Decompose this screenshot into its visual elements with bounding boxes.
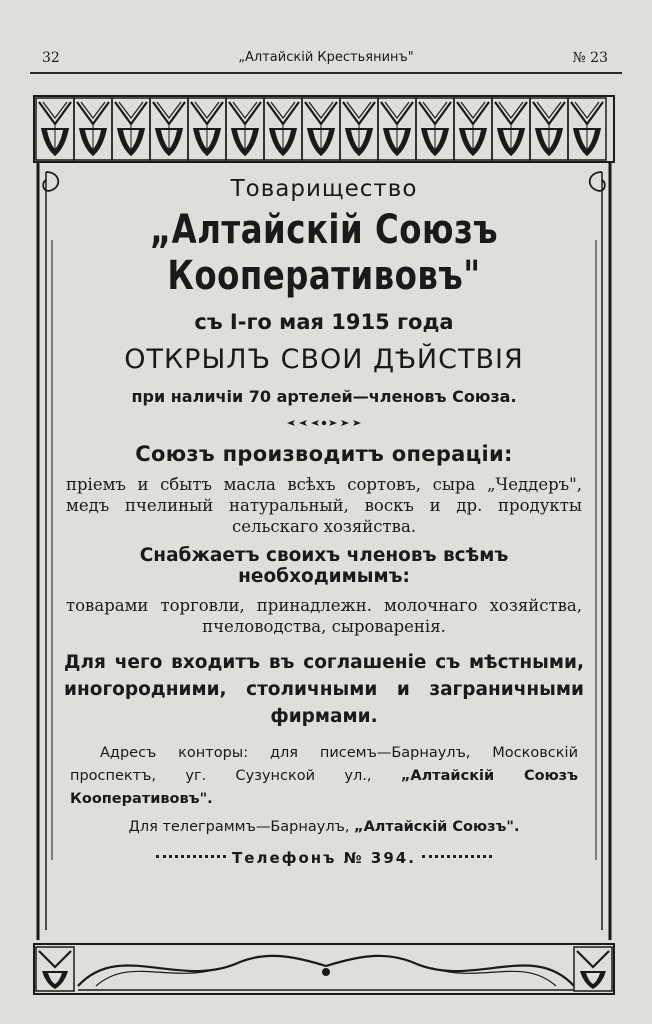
- office-address: [70, 742, 578, 811]
- address-name: „Алтайскiй Союзъ Кооперативовъ".: [70, 768, 578, 807]
- operations-heading: Союзъ производитъ операцiи:: [135, 442, 513, 466]
- telegram-name: „Алтайскiй Союзъ".: [354, 819, 520, 835]
- advert-body: [60, 170, 588, 867]
- company-name: „Алтайскiй Союзъ Кооперативовъ": [149, 207, 499, 299]
- supply-text: товарами торговли, принадлежн. молочнаго хозяйства, пчеловодства, сыроваренiя.: [66, 596, 582, 636]
- phone-number: Телефонъ № 394.: [232, 849, 416, 867]
- members-line: при наличiи 70 артелей—членовъ Союза.: [131, 387, 517, 406]
- telegram-text: Для телеграммъ—Барнаулъ,: [128, 819, 350, 835]
- supply-heading: Снабжаетъ своихъ членовъ всѣмъ необходимымъ:: [139, 545, 509, 587]
- agreement-text: Для чего входитъ въ соглашенiе съ мѣстными, иногородними, столичными и заграничными фирмами.: [64, 652, 584, 727]
- opened-line: ОТКРЫЛЪ СВОИ ДѢЙСТВIЯ: [124, 344, 524, 375]
- phone-leader-right: [422, 855, 492, 862]
- operations-text: прiемъ и сбытъ масла всѣхъ сортовъ, сыра „Чеддеръ", медъ пчелиный натуральный, воскъ и др. продукты сельскаго хозяйства.: [66, 475, 582, 536]
- phone-leader-left: [156, 855, 226, 862]
- company-type: Товарищество: [230, 176, 418, 202]
- phone-row: [60, 849, 588, 867]
- ornament-divider-icon: [285, 418, 363, 428]
- journal-title: „Алтайскiй Крестьянинъ": [238, 50, 414, 65]
- page-number: 32: [42, 50, 60, 66]
- since-date: съ I-го мая 1915 года: [194, 310, 454, 334]
- issue-number: № 23: [572, 50, 608, 66]
- telegram-address: [60, 819, 588, 835]
- address-text: Адресъ конторы: для писемъ—Барнаулъ, Московскiй проспектъ, уг. Сузунской ул.,: [70, 745, 578, 784]
